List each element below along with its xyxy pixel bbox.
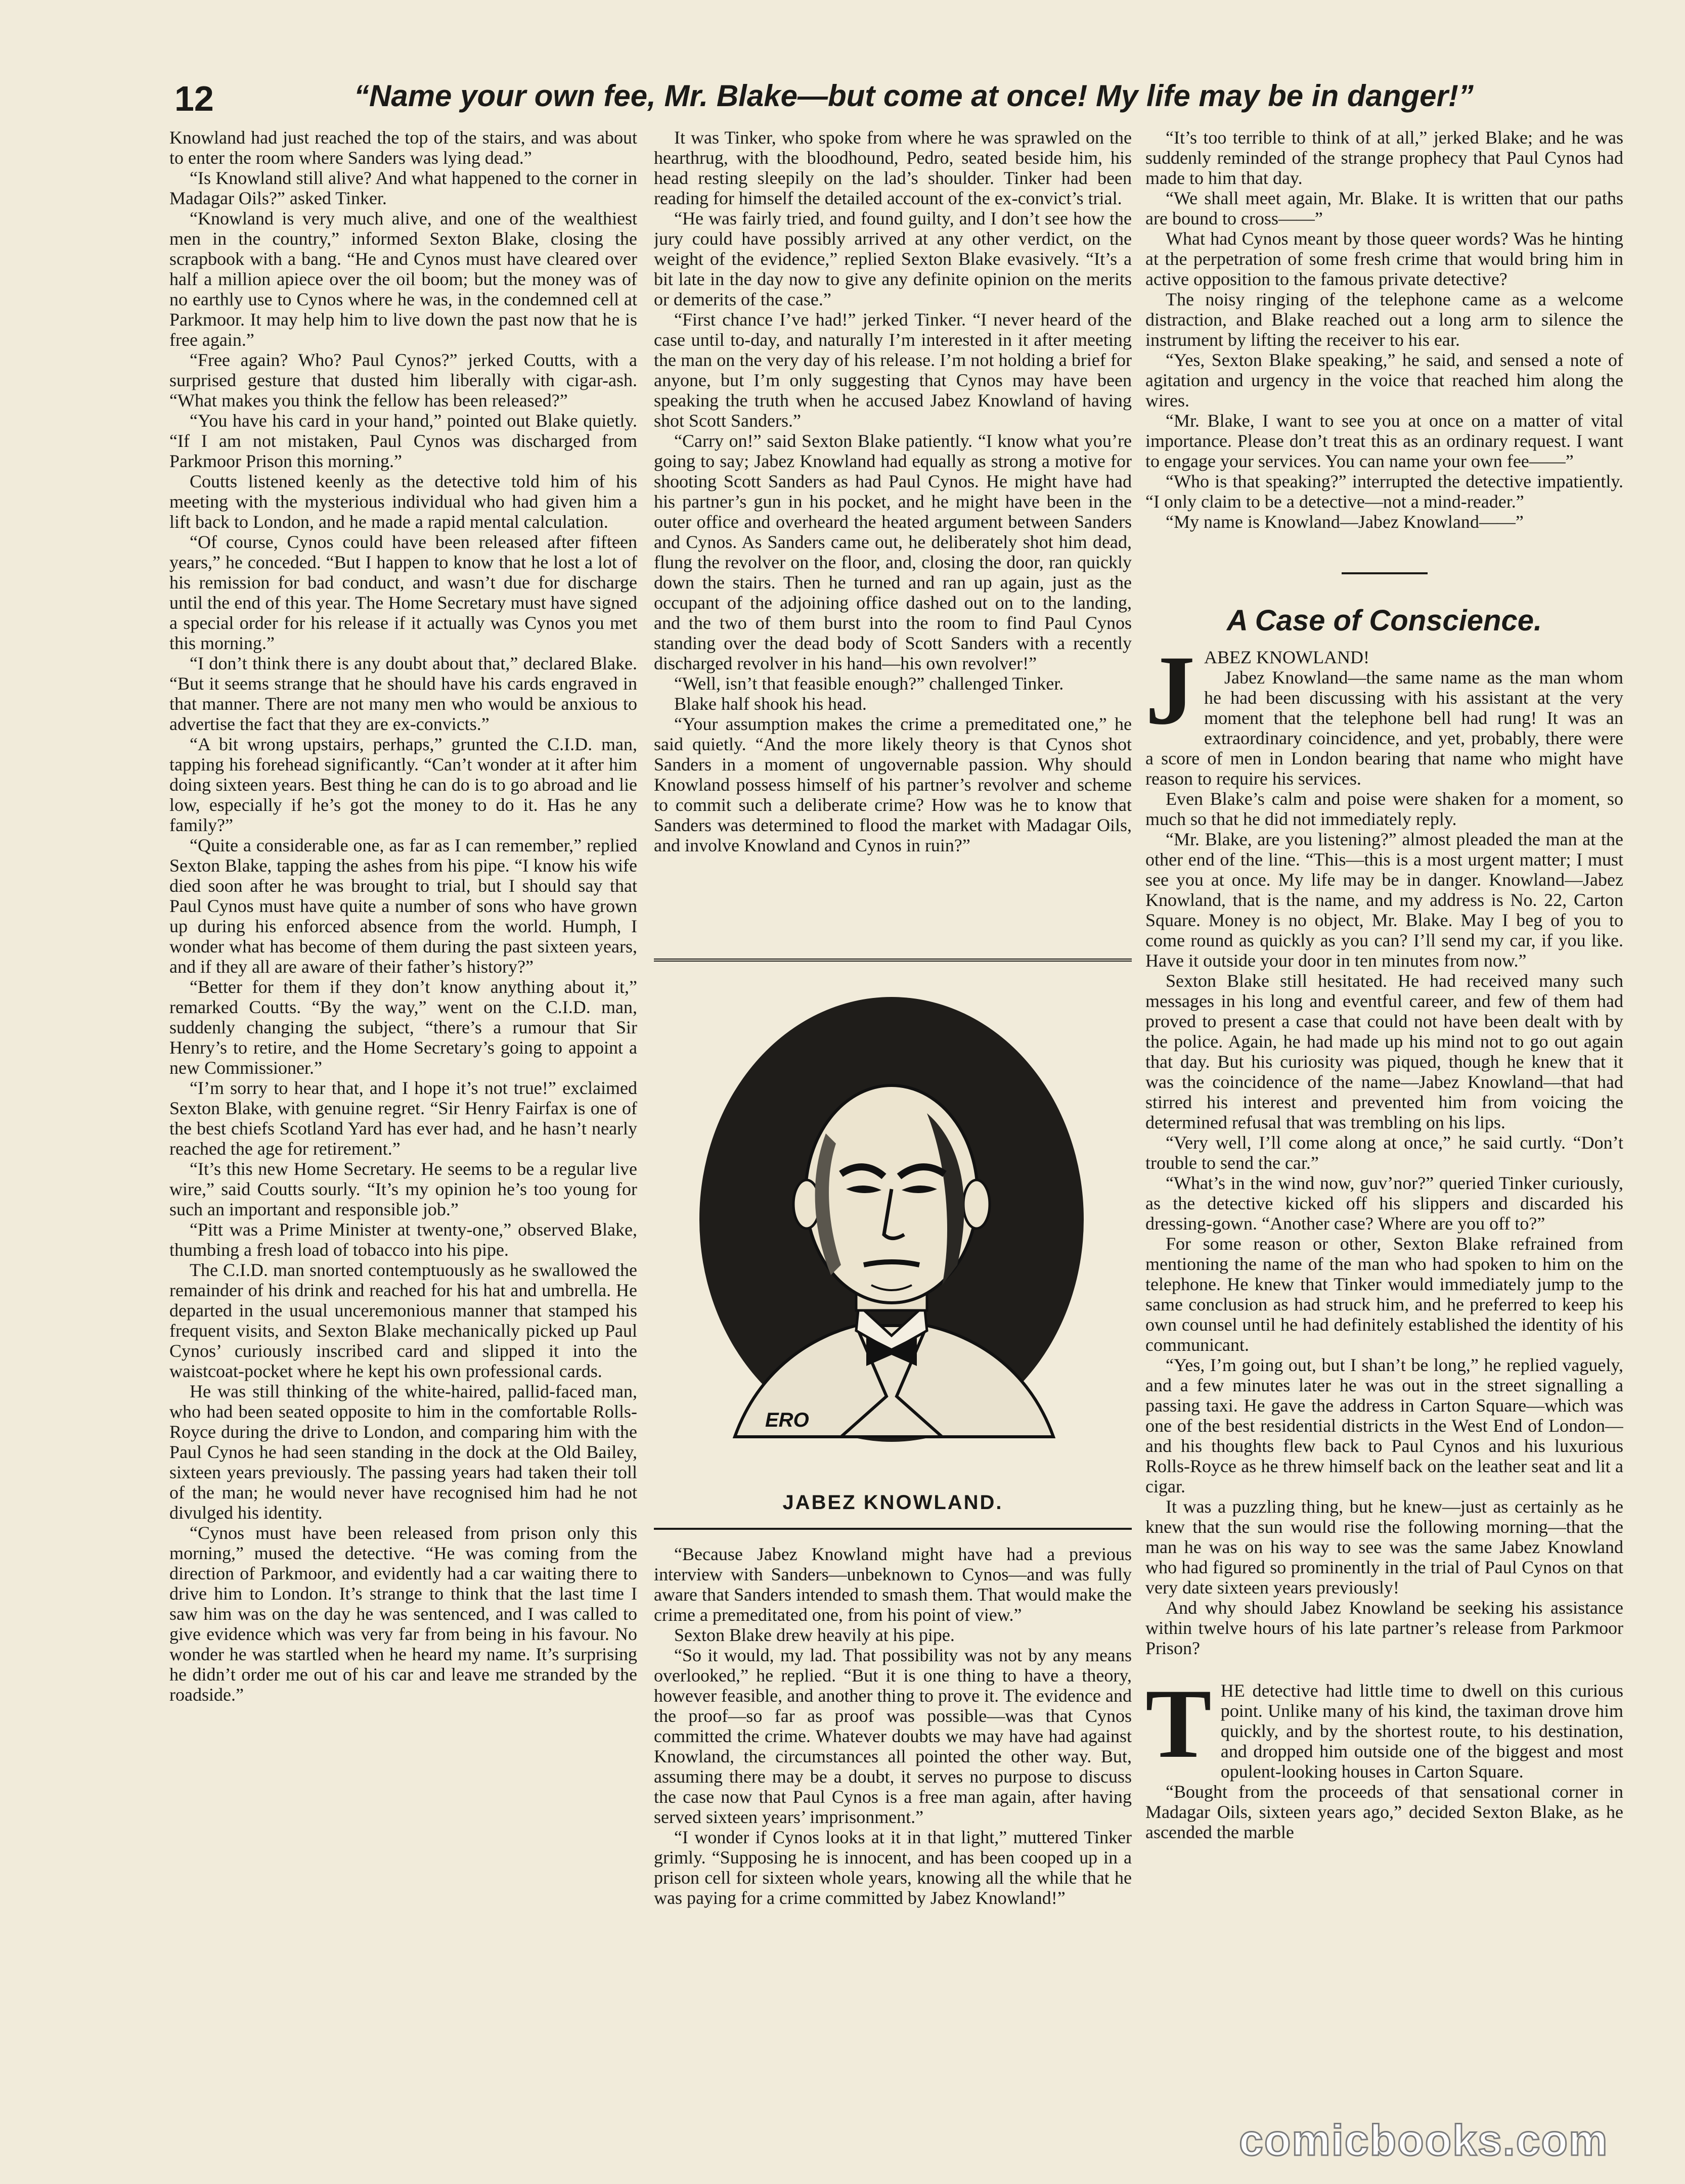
column-2-lower-text [654,1544,1132,1908]
paragraph: “Pitt was a Prime Minister at twenty-one,” observed Blake, thumbing a fresh load of tobacco into his pipe. [169,1219,637,1260]
paragraph: “Quite a considerable one, as far as I can remember,” replied Sexton Blake, tapping the ashes from his pipe. “I know his wife died soon after he was brought to trial, but I should say that Paul Cynos must have quite a number of sons who have grown up during his enforced absence from the world. Humph, I wonder what has become of them during the past sixteen years, and if they all are aware of their father’s history?” [169,835,637,977]
paragraph: “Who is that speaking?” interrupted the detective impatiently. “I only claim to be a detective—not a mind-reader.” [1145,471,1623,512]
paragraph: “So it would, my lad. That possibility was not by any means overlooked,” he replied. “But it is one thing to have a theory, however feasible, and another thing to prove it. The evidence and the proof—so far as proof was possible—was that Cynos committed the crime. Whatever doubts we may have had against Knowland, the circumstances all pointed the other way. But, assuming there may be a doubt, it serves no purpose to discuss the case now that Paul Cynos is a free man again, after having served sixteen years’ imprisonment.” [654,1645,1132,1827]
paragraph: For some reason or other, Sexton Blake refrained from mentioning the name of the man who had spoken to him on the telephone. He knew that Tinker would immediately jump to the same conclusion as had struck him, and he preferred to keep his own counsel until he had definitely established the identity of his communicant. [1145,1234,1623,1355]
paragraph: “You have his card in your hand,” pointed out Blake quietly. “If I am not mistaken, Paul Cynos was discharged from Parkmoor Prison this morning.” [169,411,637,471]
paragraph: “What’s in the wind now, guv’nor?” queried Tinker curiously, as the detective kicked off his slippers and discarded his dressing-gown. “Another case? Where are you off to?” [1145,1173,1623,1234]
paragraph: It was a puzzling thing, but he knew—just as certainly as he knew that the sun would rise the following morning—that the man he was on his way to see was the same Jabez Knowland who had figured so prominently in the trial of Paul Cynos on that very date sixteen years previously! [1145,1496,1623,1598]
paragraph: “Yes, I’m going out, but I shan’t be long,” he replied vaguely, and a few minutes later he was out in the street signalling a passing taxi. He gave the address in Carton Square—which was one of the best residential districts in the West End of London—and his thoughts flew back to Paul Cynos and his luxurious Rolls-Royce as he threw himself back on the leather seat and lit a cigar. [1145,1355,1623,1496]
illustration-frame [654,959,1132,1530]
paragraph: “He was fairly tried, and found guilty, and I don’t see how the jury could have possibly arrived at any other verdict, on the weight of the evidence,” replied Sexton Blake evasively. “It’s a bit late in the day now to give any definite opinion on the merits or demerits of the case.” [654,208,1132,309]
paragraph: “Of course, Cynos could have been released after fifteen years,” he conceded. “But I happen to know that he lost a lot of his remission for bad conduct, and wasn’t due for discharge until the end of this year. The Home Secretary must have signed a special order for his release if it actually was Cynos you met this morning.” [169,532,637,653]
section-heading: A Case of Conscience. [1226,604,1542,637]
section-divider [1342,572,1428,574]
page-number: 12 [174,79,214,118]
paragraph: “Your assumption makes the crime a premeditated one,” he said quietly. “And the more likely theory is that Cynos shot Sanders in a moment of ungovernable passion. Why should Knowland possess himself of his partner’s revolver and scheme to commit such a deliberate crime? How was he to know that Sanders was determined to flood the market with Madagar Oils, and involve Knowland and Cynos in ruin?” [654,714,1132,855]
text-column-3 [1145,127,1623,2028]
paragraph: Sexton Blake still hesitated. He had received many such messages in his long and eventful career, and few of them had proved to present a case that could not have been dealt with by the police. Again, he had made up his mind not to go out again that day. But his curiosity was piqued, though he knew that it was the coincidence of the name—Jabez Knowland—that had stirred his interest and prevented him from voicing the determined refusal that was trembling on his lips. [1145,971,1623,1132]
paragraph: Jabez Knowland—the same name as the man whom he had been discussing with his assistant at the very moment that the telephone bell had rung! It was an extraordinary coincidence, and yet, probably, there were a score of men in London bearing that name who might have reason to require his services. [1145,667,1623,789]
paragraph: “We shall meet again, Mr. Blake. It is written that our paths are bound to cross——” [1145,188,1623,229]
paragraph: “Better for them if they don’t know anything about it,” remarked Coutts. “By the way,” went on the C.I.D. man, suddenly changing the subject, “there’s a rumour that Sir Henry’s to retire, and the Home Secretary’s going to appoint a new Commissioner.” [169,977,637,1078]
paragraph: It was Tinker, who spoke from where he was sprawled on the hearthrug, with the bloodhound, Pedro, seated beside him, his head resting sleepily on the lad’s shoulder. Tinker had been reading for himself the detailed account of the ex-convict’s trial. [654,127,1132,208]
paragraph: “Bought from the proceeds of that sensational corner in Madagar Oils, sixteen years ago,” decided Sexton Blake, as he ascended the marble [1145,1782,1623,1842]
drop-cap-paragraph [1145,1669,1623,1782]
paragraph: Coutts listened keenly as the detective told him of his meeting with the mysterious individual who had given him a lift back to London, and he made a rapid mental calculation. [169,471,637,532]
portrait-ear-right [963,1180,990,1228]
paragraph: “It’s too terrible to think of at all,” jerked Blake; and he was suddenly reminded of the strange prophecy that Paul Cynos had made to him that day. [1145,127,1623,188]
text-column-1 [169,127,637,2028]
paragraph: “Carry on!” said Sexton Blake patiently. “I know what you’re going to say; Jabez Knowland had equally as strong a motive for shooting Scott Sanders as had Paul Cynos. He might have had his partner’s gun in his pocket, and he might have been in the outer office and overheard the heated argument between Sanders and Cynos. As Sanders came out, he deliberately shot him dead, flung the revolver on the floor, and, closing the door, ran quickly down the stairs. Then he turned and ran up again, just as the occupant of the adjoining office dashed out on to the landing, and the two of them burst into the room to find Paul Cynos standing over the dead body of Scott Sanders with a recently discharged revolver in his hand—his own revolver!” [654,431,1132,673]
site-watermark: comicbooks.com [1239,2116,1609,2165]
paragraph: “Well, isn’t that feasible enough?” challenged Tinker. [674,673,1064,694]
paragraph: “Cynos must have been released from prison only this morning,” mused the detective. “He was coming from the direction of Parkmoor, and evidently had a car waiting there to drive him to London. It’s strange to think that the last time I saw him was on the day he was sentenced, and I was called to give evidence which was very far from being in his favour. No wonder he was startled when he heard my name. It’s surprising he didn’t order me out of his car and leave me stranded by the roadside.” [169,1523,637,1705]
drop-cap-letter: T [1145,1669,1212,1779]
paragraph: What had Cynos meant by those queer words? Was he hinting at the perpetration of some fresh crime that would bring him in active opposition to the famous private detective? [1145,229,1623,289]
illustration-caption: JABEZ KNOWLAND. [782,1491,1003,1514]
paragraph: “A bit wrong upstairs, perhaps,” grunted the C.I.D. man, tapping his forehead significantly. “Can’t wonder at it after him doing sixteen years. Best thing he can do is to go abroad and lie low, especially if he’s got the money to do it. Has he any family?” [169,734,637,835]
paragraph: “Free again? Who? Paul Cynos?” jerked Coutts, with a surprised gesture that dusted him liberally with cigar-ash. “What makes you think the fellow has been released?” [169,350,637,411]
paragraph: “Is Knowland still alive? And what happened to the corner in Madagar Oils?” asked Tinker. [169,168,637,208]
paragraph: “Very well, I’ll come along at once,” he said curtly. “Don’t trouble to send the car.” [1145,1132,1623,1173]
text-column-2 [654,127,1132,2028]
paragraph: Sexton Blake drew heavily at his pipe. [674,1625,955,1645]
drop-cap-text: ABEZ KNOWLAND! [1204,647,1369,667]
paragraph: “I don’t think there is any doubt about that,” declared Blake. “But it seems strange that he should have his cards engraved in that manner. There are not many men who would be anxious to advertise the fact that they are ex-convicts.” [169,653,637,734]
drop-cap-text: HE detective had little time to dwell on this curious point. Unlike many of his kind, the taximan drove him quickly, and by the shortest route, to his destination, and dropped him outside one of the biggest and most opulent-looking houses in Carton Square. [1220,1680,1623,1782]
paragraph: The noisy ringing of the telephone came as a welcome distraction, and Blake reached out a long arm to silence the instrument by lifting the receiver to his ear. [1145,289,1623,350]
paragraph: “My name is Knowland—Jabez Knowland——” [1166,512,1524,532]
paragraph: And why should Jabez Knowland be seeking his assistance within twelve hours of his late partner’s release from Parkmoor Prison? [1145,1598,1623,1658]
paragraph: “I wonder if Cynos looks at it in that light,” muttered Tinker grimly. “Supposing he is innocent, and has been cooped up in a prison cell for sixteen whole years, knowing all the while that he was paying for a crime committed by Jabez Knowland!” [654,1827,1132,1908]
paragraph: Knowland had just reached the top of the stairs, and was about to enter the room where Sanders was lying dead.” [169,127,637,168]
paragraph: Even Blake’s calm and poise were shaken for a moment, so much so that he did not immediately reply. [1145,789,1623,829]
paragraph: “Yes, Sexton Blake speaking,” he said, and sensed a note of agitation and urgency in the voice that reached him along the wires. [1145,350,1623,411]
paragraph: He was still thinking of the white-haired, pallid-faced man, who had been seated opposite to him in the comfortable Rolls-Royce during the drive to London, and comparing him with the Paul Cynos he had seen standing in the dock at the Old Bailey, sixteen years previously. The passing years had taken their toll of the man; he would never have recognised him had he not divulged his identity. [169,1381,637,1523]
drop-cap-letter: J [1145,635,1195,745]
paragraph: “Mr. Blake, I want to see you at once on a matter of vital importance. Please don’t treat this as an ordinary request. I want to engage your services. You can name your own fee——” [1145,411,1623,471]
paragraph: The C.I.D. man snorted contemptuously as he swallowed the remainder of his drink and reached for his hat and umbrella. He departed in the usual unceremonious manner that stamped his frequent visits, and Sexton Blake mechanically picked up Paul Cynos’ curiously inscribed card and slipped it into the waistcoat-pocket where he kept his own professional cards. [169,1260,637,1381]
paragraph: “Because Jabez Knowland might have had a previous interview with Sanders—unbeknown to Cynos—and was fully aware that Sanders intended to smash them. That would make the crime a premeditated one, from his point of view.” [654,1544,1132,1625]
jabez-knowland-portrait [689,982,1094,1467]
paragraph: “First chance I’ve had!” jerked Tinker. “I never heard of the case until to-day, and naturally I’m interested in it after meeting the man on the very day of his release. I’m not holding a brief for anyone, but I’m only suggesting that Cynos may have been speaking the truth when he accused Jabez Knowland of having shot Scott Sanders.” [654,309,1132,431]
paragraph: “Mr. Blake, are you listening?” almost pleaded the man at the other end of the line. “This—this is a most urgent matter; I must see you at once. My life may be in danger. Knowland—Jabez Knowland, that is the name, and my address is No. 22, Carton Square. Money is no object, Mr. Blake. May I beg of you to come round as quickly as you can? I’ll send my car, if you like. Have it outside your door in ten minutes from now.” [1145,829,1623,971]
artist-signature: ERO [765,1409,809,1431]
paragraph: Blake half shook his head. [674,694,867,714]
column-2-upper-text [654,127,1132,941]
paragraph: “I’m sorry to hear that, and I hope it’s not true!” exclaimed Sexton Blake, with genuine regret. “Sir Henry Fairfax is one of the best chiefs Scotland Yard has ever had, and he hasn’t nearly reached the age for retirement.” [169,1078,637,1159]
running-header-quote: “Name your own fee, Mr. Blake—but come at once! My life may be in danger!” [354,79,1474,113]
paragraph: “Knowland is very much alive, and one of the wealthiest men in the country,” informed Sexton Blake, closing the scrapbook with a bang. “He and Cynos must have cleared over half a million apiece over the oil boom; but the money was of no earthly use to Cynos where he was, in the condemned cell at Parkmoor. It may help him to live down the past now that he is free again.” [169,208,637,350]
paragraph: “It’s this new Home Secretary. He seems to be a regular live wire,” said Coutts sourly. “It’s my opinion he’s too young for such an important and responsible job.” [169,1159,637,1219]
